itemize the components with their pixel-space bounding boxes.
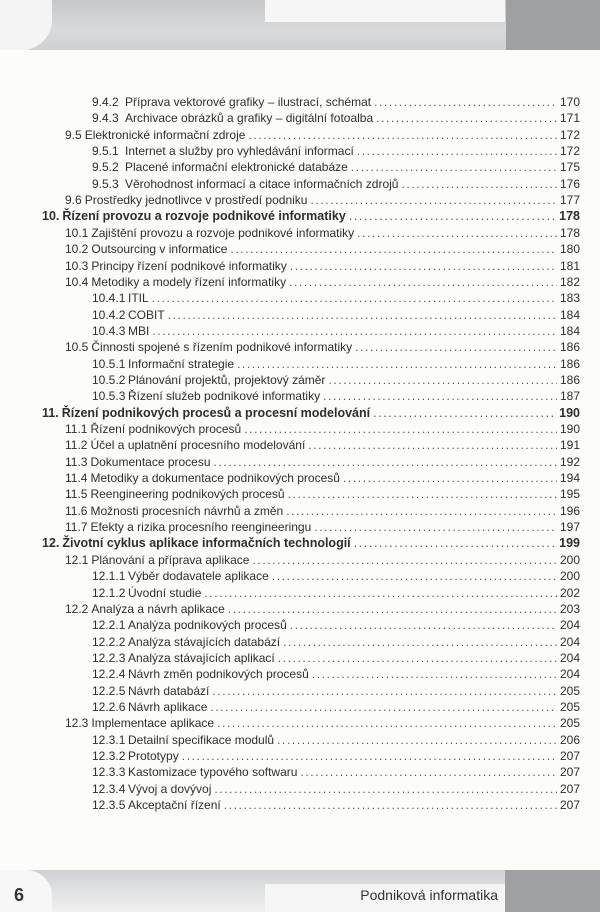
- entry-title: Činnosti spojené s řízením podnikové informatiky: [91, 340, 353, 355]
- entry-title: Elektronické informační zdroje: [84, 127, 246, 142]
- entry-page: 207: [559, 765, 580, 780]
- dot-leader: [288, 486, 557, 502]
- toc-entry: [92, 307, 580, 323]
- entry-number: 10.4.1: [92, 291, 126, 306]
- dot-leader: [349, 208, 556, 224]
- entry-title: Řízení služeb podnikové informatiky: [128, 389, 321, 404]
- entry-title: Úvodní studie: [128, 585, 202, 600]
- dot-leader: [310, 192, 557, 208]
- toc-entry: [92, 290, 580, 306]
- entry-page: 207: [559, 781, 580, 796]
- entry-number: 9.5.1: [92, 144, 119, 159]
- dot-leader: [252, 552, 557, 568]
- dot-leader: [228, 601, 557, 617]
- entry-title: Outsourcing v informatice: [91, 242, 228, 257]
- entry-page: 207: [559, 749, 580, 763]
- entry-title: ITIL: [128, 291, 149, 306]
- entry-number: 9.5.3: [92, 176, 119, 191]
- entry-title: Dokumentace procesu: [90, 454, 211, 469]
- dot-leader: [355, 339, 557, 355]
- dot-leader: [214, 781, 557, 797]
- entry-page: 172: [559, 144, 580, 159]
- entry-title: Zajištění provozu a rozvoje podnikové informatiky: [91, 225, 355, 240]
- entry-number: 12.2.3: [92, 650, 126, 665]
- dot-leader: [168, 307, 557, 323]
- entry-page: 205: [559, 699, 580, 714]
- entry-page: 205: [559, 683, 580, 698]
- entry-page: 199: [559, 536, 580, 551]
- entry-page: 183: [559, 291, 580, 306]
- entry-title: Prostředky jednotlivce v prostředí podniku: [84, 193, 308, 208]
- toc-entry: [65, 421, 580, 437]
- entry-page: 177: [559, 193, 580, 208]
- entry-page: 200: [559, 552, 580, 567]
- entry-page: 186: [559, 340, 580, 355]
- entry-number: 12.2.1: [92, 618, 126, 633]
- dot-leader: [373, 405, 556, 421]
- dot-leader: [204, 585, 557, 601]
- dot-leader: [290, 258, 557, 274]
- entry-title: Metodiky a modely řízení informatiky: [91, 274, 287, 289]
- entry-number: 11.: [42, 405, 59, 420]
- toc-entry: [92, 683, 580, 699]
- dot-leader: [237, 356, 557, 372]
- dot-leader: [272, 568, 557, 584]
- entry-number: 12.3: [65, 716, 89, 731]
- dot-leader: [212, 683, 557, 699]
- dot-leader: [323, 388, 557, 404]
- entry-title: Internet a služby pro vyhledávání informací: [125, 144, 354, 159]
- entry-title: Analýza stávajících aplikací: [128, 650, 275, 665]
- entry-number: 12.3.5: [92, 798, 126, 813]
- entry-title: Výběr dodavatele aplikace: [128, 569, 269, 584]
- entry-title: Plánování projektů, projektový záměr: [128, 372, 326, 387]
- toc-entry: [65, 192, 580, 208]
- entry-number: 12.2.4: [92, 667, 126, 682]
- entry-number: 12.1: [65, 552, 89, 567]
- entry-title: Možnosti procesních návrhů a změn: [90, 503, 284, 518]
- entry-title: Příprava vektorové grafiky – ilustrací, schémat: [125, 95, 372, 109]
- entry-number: 12.3.2: [92, 749, 126, 763]
- toc-entry: [92, 110, 580, 126]
- entry-page: 204: [559, 650, 580, 665]
- toc-entry: [92, 699, 580, 715]
- toc-entry: [92, 323, 580, 339]
- toc-entry: [92, 585, 580, 601]
- entry-page: 190: [559, 422, 580, 436]
- entry-page: 204: [559, 667, 580, 682]
- dot-leader: [374, 94, 557, 110]
- entry-page: 190: [559, 405, 580, 420]
- entry-title: Návrh změn podnikových procesů: [128, 667, 309, 682]
- dot-leader: [217, 715, 557, 731]
- entry-number: 12.3.4: [92, 781, 126, 796]
- entry-page: 184: [559, 323, 580, 338]
- entry-number: 12.3.1: [92, 732, 126, 747]
- entry-page: 180: [559, 242, 580, 257]
- dot-leader: [278, 650, 557, 666]
- toc-entry: [92, 372, 580, 388]
- entry-title: Návrh databází: [128, 683, 210, 698]
- entry-page: 187: [559, 389, 580, 404]
- entry-page: 207: [559, 798, 580, 813]
- entry-page: 186: [559, 372, 580, 387]
- entry-page: 192: [559, 454, 580, 469]
- dot-leader: [244, 421, 557, 437]
- toc-entry: [92, 748, 580, 764]
- dot-leader: [210, 699, 557, 715]
- entry-page: 194: [559, 471, 580, 486]
- dot-leader: [283, 634, 557, 650]
- dot-leader: [312, 666, 557, 682]
- entry-number: 10.3: [65, 258, 89, 273]
- entry-number: 12.2.5: [92, 683, 126, 698]
- dot-leader: [289, 274, 557, 290]
- toc-entry: [65, 241, 580, 257]
- entry-number: 12.2.2: [92, 634, 126, 649]
- entry-title: Řízení provozu a rozvoje podnikové informatiky: [62, 209, 346, 224]
- entry-page: 205: [559, 716, 580, 731]
- entry-number: 9.5.2: [92, 160, 119, 175]
- toc-entry: [92, 797, 580, 813]
- entry-number: 10.4.3: [92, 323, 126, 338]
- dot-leader: [343, 470, 557, 486]
- entry-page: 178: [559, 225, 580, 240]
- entry-page: 181: [559, 258, 580, 273]
- entry-number: 11.7: [65, 520, 88, 535]
- dot-leader: [376, 110, 557, 126]
- entry-title: Principy řízení podnikové informatiky: [91, 258, 287, 273]
- entry-number: 10.4.2: [92, 307, 126, 322]
- entry-number: 11.6: [65, 503, 88, 518]
- toc-entry: [65, 258, 580, 274]
- entry-title: Informační strategie: [128, 356, 235, 371]
- toc-chapter-entry: [42, 535, 580, 551]
- toc-entry: [92, 143, 580, 159]
- dot-leader: [277, 732, 557, 748]
- entry-title: Řízení podnikových procesů: [90, 422, 242, 436]
- entry-title: Efekty a rizika procesního reengineeringu: [90, 520, 312, 535]
- toc-chapter-entry: [42, 208, 580, 224]
- toc-entry: [92, 356, 580, 372]
- entry-number: 10.5.1: [92, 356, 126, 371]
- entry-page: 182: [559, 274, 580, 289]
- entry-number: 9.4.3: [92, 111, 119, 126]
- entry-title: Metodiky a dokumentace podnikových procesů: [90, 471, 340, 486]
- toc-entry: [92, 634, 580, 650]
- entry-title: MBI: [128, 323, 150, 338]
- entry-number: 11.4: [65, 471, 88, 486]
- entry-number: 10.2: [65, 242, 89, 257]
- dot-leader: [300, 764, 557, 780]
- entry-title: COBIT: [128, 307, 165, 322]
- entry-number: 12.3.3: [92, 765, 126, 780]
- entry-page: 204: [559, 634, 580, 649]
- entry-number: 11.2: [65, 438, 88, 453]
- entry-number: 12.2: [65, 601, 89, 616]
- page-number: 6: [14, 885, 25, 905]
- entry-title: Implementace aplikace: [91, 716, 215, 731]
- dot-leader: [357, 143, 557, 159]
- entry-page: 197: [559, 520, 580, 535]
- entry-title: Řízení podnikových procesů a procesní modelování: [61, 405, 371, 420]
- toc-entry: [65, 503, 580, 519]
- dot-leader: [214, 454, 557, 470]
- entry-title: Kastomizace typového softwaru: [128, 765, 298, 780]
- dot-leader: [401, 176, 557, 192]
- entry-number: 12.2.6: [92, 699, 126, 714]
- toc-entry: [65, 470, 580, 486]
- entry-page: 202: [559, 585, 580, 600]
- toc-entry: [65, 225, 580, 241]
- toc-entry: [65, 127, 580, 143]
- dot-leader: [286, 503, 557, 519]
- entry-title: Prototypy: [128, 749, 179, 763]
- toc-entry: [92, 764, 580, 780]
- entry-page: 178: [559, 209, 580, 224]
- entry-number: 10.1: [65, 225, 89, 240]
- toc-entry: [65, 454, 580, 470]
- dot-leader: [290, 617, 557, 633]
- toc-entry: [92, 388, 580, 404]
- toc-chapter-entry: [42, 405, 580, 421]
- toc-entry: [65, 274, 580, 290]
- entry-page: 204: [559, 618, 580, 633]
- entry-page: 170: [559, 95, 580, 109]
- entry-title: Návrh aplikace: [128, 699, 208, 714]
- entry-number: 10.5.2: [92, 372, 126, 387]
- entry-number: 10.: [42, 209, 60, 224]
- entry-number: 12.: [42, 536, 60, 551]
- entry-title: Analýza a návrh aplikace: [91, 601, 225, 616]
- entry-page: 175: [559, 160, 580, 175]
- entry-title: Účel a uplatnění procesního modelování: [90, 438, 306, 453]
- entry-page: 206: [559, 732, 580, 747]
- dot-leader: [152, 290, 557, 306]
- dot-leader: [248, 127, 557, 143]
- toc-entry: [92, 732, 580, 748]
- entry-number: 11.3: [65, 454, 88, 469]
- entry-page: 200: [559, 569, 580, 584]
- toc-entry: [92, 781, 580, 797]
- toc-entry: [65, 519, 580, 535]
- toc-entry: [65, 339, 580, 355]
- entry-number: 9.5: [65, 127, 82, 142]
- entry-number: 10.4: [65, 274, 89, 289]
- entry-number: 10.5.3: [92, 389, 126, 404]
- entry-number: 12.1.1: [92, 569, 126, 584]
- header-decoration: [0, 0, 600, 50]
- entry-page: 172: [559, 127, 580, 142]
- entry-number: 10.5: [65, 340, 89, 355]
- dot-leader: [328, 372, 557, 388]
- entry-title: Analýza stávajících databází: [128, 634, 281, 649]
- toc-entry: [65, 552, 580, 568]
- entry-page: 191: [559, 438, 580, 453]
- toc-entry: [65, 715, 580, 731]
- dot-leader: [224, 797, 557, 813]
- toc-entry: [92, 666, 580, 682]
- toc-entry: [92, 159, 580, 175]
- entry-title: Akceptační řízení: [128, 798, 221, 813]
- toc-entry: [65, 486, 580, 502]
- entry-page: 195: [559, 487, 580, 502]
- entry-page: 203: [559, 601, 580, 616]
- dot-leader: [308, 437, 557, 453]
- entry-page: 186: [559, 356, 580, 371]
- entry-page: 184: [559, 307, 580, 322]
- entry-number: 9.6: [65, 193, 82, 208]
- toc-entry: [92, 176, 580, 192]
- entry-page: 196: [559, 503, 580, 518]
- entry-title: Plánování a příprava aplikace: [91, 552, 250, 567]
- entry-title: Archivace obrázků a grafiky – digitální fotoalba: [125, 111, 374, 126]
- toc-entry: [65, 601, 580, 617]
- entry-title: Detailní specifikace modulů: [128, 732, 275, 747]
- entry-number: 9.4.2: [92, 95, 119, 109]
- dot-leader: [230, 241, 557, 257]
- footer-decoration: [0, 870, 600, 912]
- toc-entry: [92, 568, 580, 584]
- entry-title: Reengineering podnikových procesů: [90, 487, 285, 502]
- entry-page: 176: [559, 176, 580, 191]
- entry-page: 171: [559, 111, 580, 126]
- entry-title: Placené informační elektronické databáze: [125, 160, 348, 175]
- toc-entry: [92, 94, 580, 110]
- entry-title: Vývoj a dovývoj: [128, 781, 212, 796]
- dot-leader: [314, 519, 557, 535]
- entry-number: 12.1.2: [92, 585, 126, 600]
- entry-title: Životní cyklus aplikace informačních technologií: [62, 536, 351, 551]
- dot-leader: [152, 323, 557, 339]
- dot-leader: [351, 159, 557, 175]
- toc-entry: [65, 437, 580, 453]
- book-title: Podniková informatika: [360, 887, 498, 903]
- dot-leader: [357, 225, 557, 241]
- toc-entry: [92, 617, 580, 633]
- entry-number: 11.1: [65, 422, 88, 436]
- entry-title: Věrohodnost informací a citace informačních zdrojů: [125, 176, 399, 191]
- dot-leader: [354, 535, 556, 551]
- toc-entry: [92, 650, 580, 666]
- dot-leader: [182, 748, 557, 764]
- entry-title: Analýza podnikových procesů: [128, 618, 287, 633]
- entry-number: 11.5: [65, 487, 88, 502]
